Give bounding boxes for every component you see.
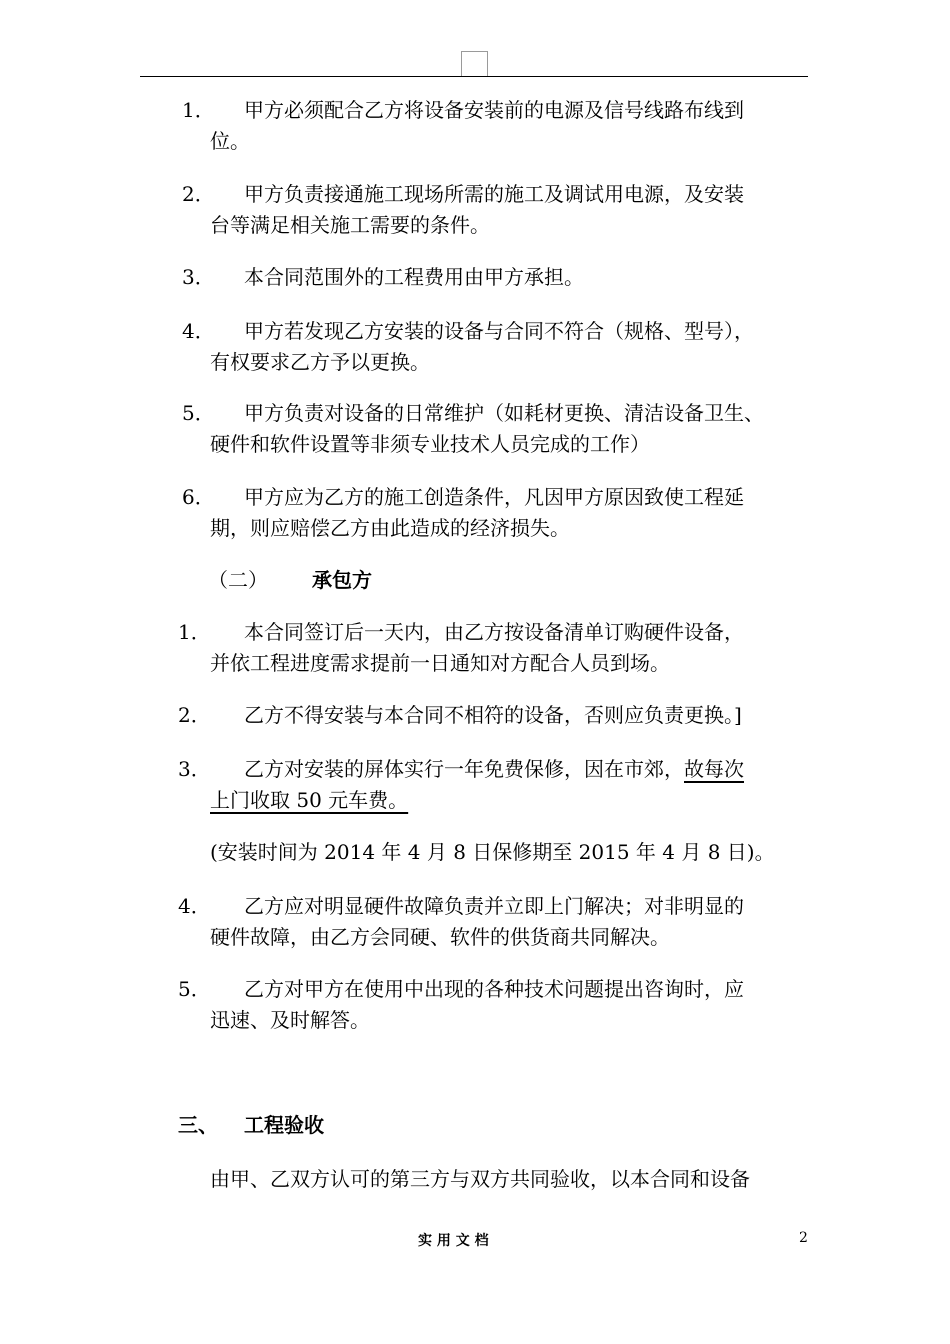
item-text: 甲方应为乙方的施工创造条件，凡因甲方原因致使工程延 (244, 485, 744, 509)
item-number: 3． (178, 757, 211, 781)
item-text-continued: 迅速、及时解答。 (210, 1008, 370, 1032)
section-number: 三、 (178, 1113, 218, 1137)
underlined-text-continued: 上门收取 50 元车费。 (210, 788, 409, 812)
item-number: 4． (178, 894, 211, 918)
item-number: 5． (182, 401, 215, 425)
section-title: 工程验收 (244, 1113, 324, 1137)
item-text: 甲方必须配合乙方将设备安装前的电源及信号线路布线到 (244, 98, 744, 122)
item-number: 2． (182, 182, 215, 206)
underlined-text: 故每次 (684, 757, 744, 781)
item-text-continued: 有权要求乙方予以更换。 (210, 350, 430, 374)
header-rule (140, 76, 808, 77)
page-number: 2 (799, 1230, 808, 1246)
item-number: 1． (178, 620, 211, 644)
item-text: 乙方应对明显硬件故障负责并立即上门解决；对非明显的 (244, 894, 744, 918)
item-text-continued: 位。 (210, 129, 250, 153)
item-number: 2． (178, 703, 211, 727)
item-number: 6． (182, 485, 215, 509)
section-title: 承包方 (312, 568, 372, 592)
item-text-continued: 硬件故障，由乙方会同硬、软件的供货商共同解决。 (210, 925, 670, 949)
item-text: 本合同范围外的工程费用由甲方承担。 (244, 265, 584, 289)
item-number: 1． (182, 98, 215, 122)
paragraph: 由甲、乙双方认可的第三方与双方共同验收，以本合同和设备 (210, 1167, 750, 1191)
item-text: 甲方若发现乙方安装的设备与合同不符合（规格、型号）， (244, 319, 754, 343)
item-text-plain: 乙方对安装的屏体实行一年免费保修，因在市郊， (244, 757, 684, 781)
item-text-continued: 期，则应赔偿乙方由此造成的经济损失。 (210, 516, 570, 540)
item-text: 甲方负责对设备的日常维护（如耗材更换、清洁设备卫生、 (244, 401, 764, 425)
footer-label: 实 用 文 档 (418, 1233, 489, 1249)
warranty-note: (安装时间为 2014 年 4 月 8 日保修期至 2015 年 4 月 8 日)。 (210, 840, 775, 864)
item-text: 乙方对甲方在使用中出现的各种技术问题提出咨询时，应 (244, 977, 744, 1001)
item-number: 4． (182, 319, 215, 343)
item-text (244, 754, 744, 785)
item-text: 甲方负责接通施工现场所需的施工及调试用电源，及安装 (244, 182, 744, 206)
item-text-continued: 硬件和软件设置等非须专业技术人员完成的工作） (210, 432, 650, 456)
item-text-continued: 并依工程进度需求提前一日通知对方配合人员到场。 (210, 651, 670, 675)
section-label: （二） (208, 568, 268, 592)
header-mark (461, 51, 488, 76)
item-text: 本合同签订后一天内，由乙方按设备清单订购硬件设备， (244, 620, 744, 644)
item-number: 3． (182, 265, 215, 289)
item-text: 乙方不得安装与本合同不相符的设备，否则应负责更换。] (244, 703, 742, 727)
item-number: 5． (178, 977, 211, 1001)
item-text-continued: 台等满足相关施工需要的条件。 (210, 213, 490, 237)
